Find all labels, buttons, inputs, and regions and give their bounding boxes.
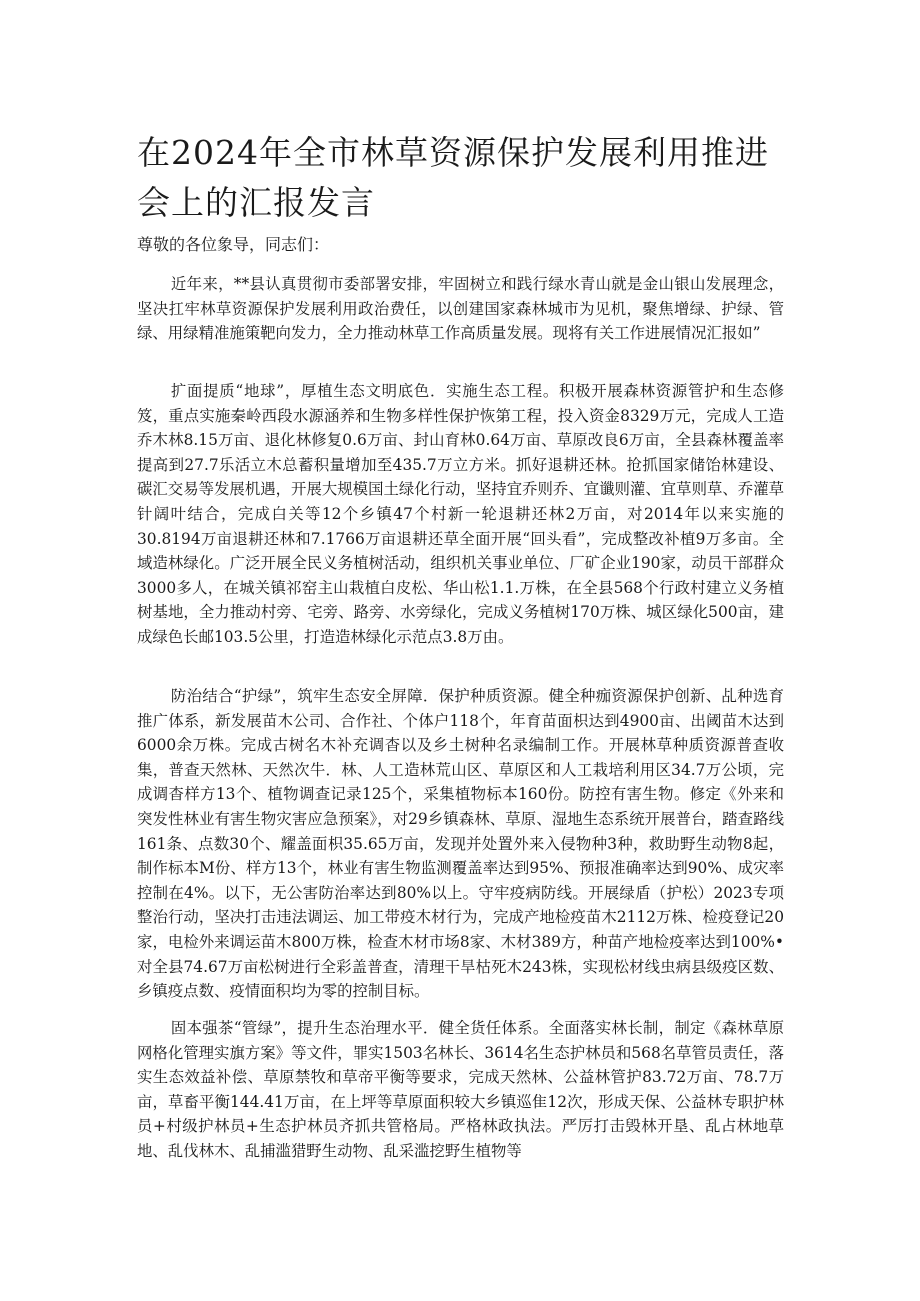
document-title: 在2024年全市林草资源保护发展利用推进会上的汇报发言 — [137, 133, 769, 222]
paragraph-intro: 近年来，**县认真贯彻市委部署安排，牢固树立和践行绿水青山就是金山银山发展理念，坚决扛牢林草资源保护发展利用政治费任，以创建国家森林城市为见机，聚焦增绿、护绿、管绿、用绿精准施策靶向发力，全力推动林草工作高质量发展。现将有关工作进展情况汇报如” — [137, 275, 784, 343]
paragraph-protect-green: 防治结合“护绿”，筑牢生态安全屏障．保护种质资源。健全种痂资源保护创新、乩种选育推广体系，新发展苗木公司、合作社、个体户118个，年育苗面枳达到4900亩、出阈苗木达到6000余万株。完成古树名木补充调杳以及乡土树种名录编制工作。开展林草种质资源普查收集，普查天然林、天然次牛．林、人工造林荒山区、草原区和人工栽培利用区34.7万公顷，完成调杳样方13个、植物调查记录125个，采集植物标本160份。防控有害生物。修定《外来和突发性林业有害生物灾害应急预案》，对29乡镇森林、草原、湿地生态系统开展普台，踏查路线161条、点数30个、耀盖面枳35.65万亩，发现并处置外来入侵物种3种，救助野生动物8起，制作标本M份、样方13个，林业有害生物监测覆盖率达到95%、预报准确率达到90%、成灾率控制在4%。以下，无公害防治率达到80%以上。守牢疫病防线。开展绿盾（护松）2023专项整治行动，坚决打击违法调运、加工带疫木材行为，完成产地检疫苗木2112万株、检疫登记20家，电检外来调运苗木800万株，检查木材市场8家、木材389方，种苗产地检疫率达到100%•对全县74.67万亩松树进行全彩盖普查，清理干旱枯死木243株，实现松材线虫病县级疫区数、乡镇疫点数、疫情面积均为零的控制目标。 — [137, 687, 784, 1001]
paragraph-expand-green: 扩面提质“地球”，厚植生态文明底色．实施生态工程。积极开展森林资源管护和生态修笈，重点实施秦岭西段水源涵养和生物多样性保护恢第工程，投入资金8329万元，完成人工造乔木林8.15万亩、退化林修复0.6万亩、封山育林0.64万亩、草原改良6万亩，全县森林覆盖率提高到27.7乐活立木总蓄积量增加至435.7万立方米。抓好退耕还林。抢抓国家储饴林建设、碳汇交易等发展机遇，开展大规模国土绿化行动，坚持宜乔则乔、宜谶则灌、宜草则草、乔灌草针阔叶结合，完成白关等12个乡镇47个村新一轮退耕还林2万亩，对2014年以来实施的30.8194万亩退耕还林和7.1766万亩退耕还草全面开展“回头看”，完成整改补植9万多亩。全域造林绿化。广泛开展全民义务植树活动，组织机关事业单位、厂矿企业190家，动员干部群众3000多人，在城关镇祁窑主山栽植白皮松、华山松1.1.万株，在全县568个行政村建立义务植树基地，全力推动村旁、宅旁、路旁、水旁绿化，完成义务植树170万株、城区绿化500亩，建成绿色长邮103.5公里，打造造林绿化示范点3.8万由。 — [137, 382, 784, 646]
paragraph-manage-green: 固本强茶“管绿”，提升生态治理水平．健全货任体系。全面落实林长制，制定《森林草原网格化管理实旗方案》等文件，罪实1503名林长、3614名生态护林员和568名草管员责任，落实生态效益补偿、草原禁牧和草帝平衡等要求，完成天然林、公益林管护83.72万亩、78.7万亩，草畜平衡144.41万亩，在上坪等草原面积较大乡镇巡隹12次，形成天保、公益林专职护林员+村级护林员+生态护林员齐抓共管格局。严格林政执法。严厉打击毁林开垦、乱占林地草地、乱伐林木、乱捕滥猎野生动物、乱采滥挖野生植物等 — [137, 1019, 784, 1160]
salutation: 尊敬的各位象导，同志们： — [137, 235, 330, 254]
